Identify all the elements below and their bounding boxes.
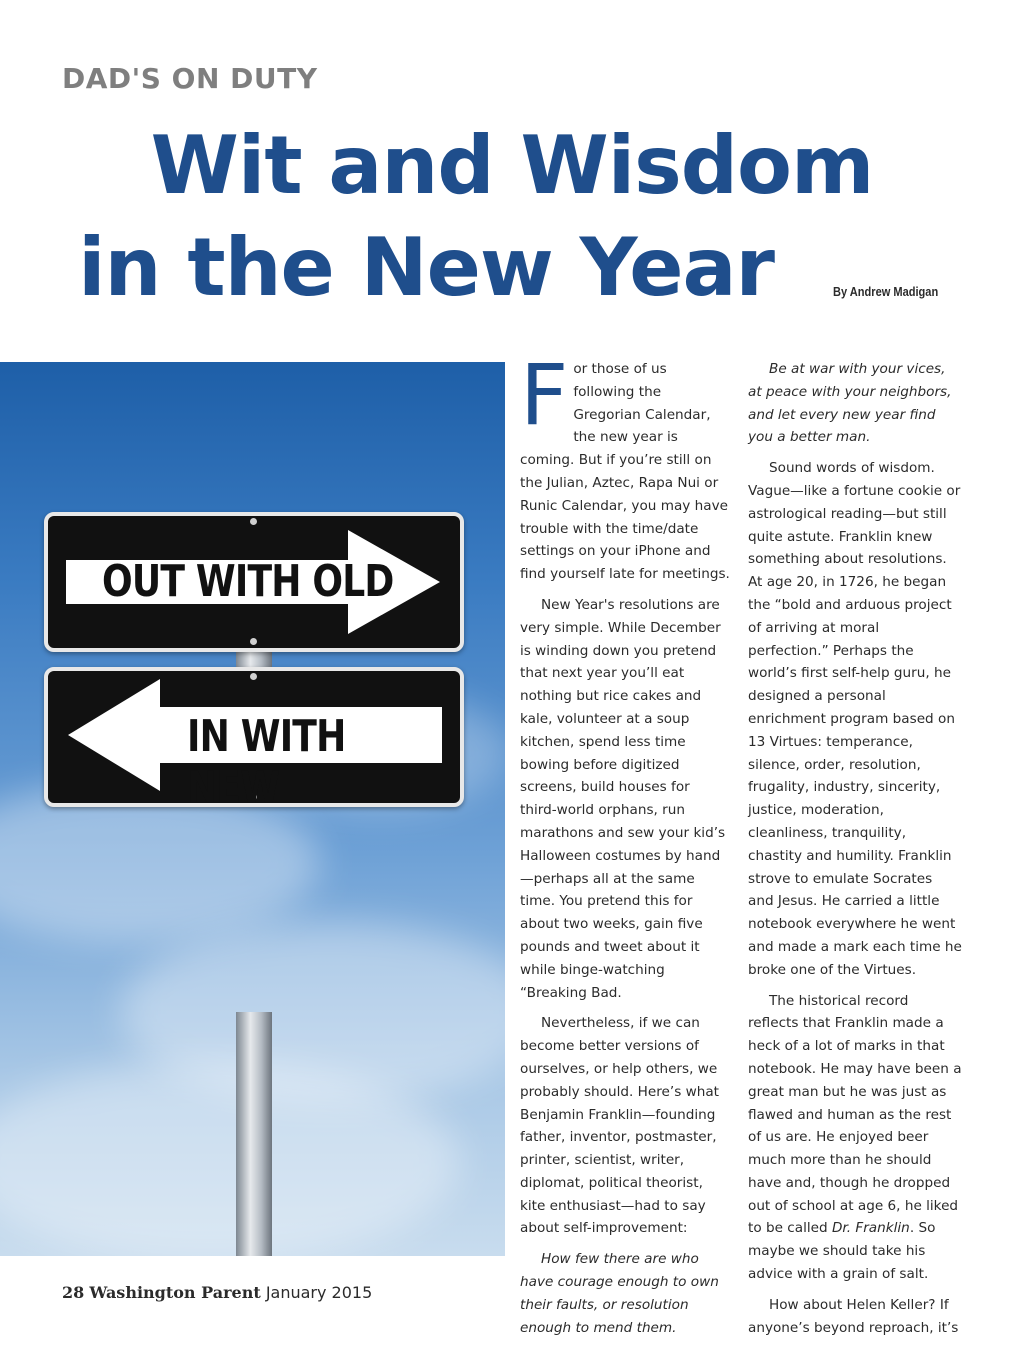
sign-pole [236,1012,272,1256]
issue-date: January 2015 [265,1283,373,1302]
section-label: DAD'S ON DUTY [62,62,318,95]
street-sign-photo [0,362,505,1256]
paragraph: New Year's resolutions are very simple. While December is winding down you pretend that next year you’ll eat nothing but rice cakes and kale, volunteer at a soup kitchen, spend less time bowing before digitized screens, build houses for third-world orphans, run marathons and sew your kid’s Halloween costumes by hand—perhaps all at the same time. You pretend this for about two weeks, gain five pounds and tweet about it while binge-watching “Breaking Bad. [520,596,726,1001]
sign-top-text: OUT WITH OLD [101,556,394,607]
headline-line-2: in the New Year [78,221,774,314]
franklin-quote: How few there are who have courage enough to own their faults, or resolution enough to mend them. [520,1251,719,1336]
publication-name: Washington Parent [89,1283,261,1302]
article-column-2 [748,358,962,1347]
byline: By Andrew Madigan [833,284,939,299]
headline-line-1: Wit and Wisdom [150,119,874,212]
sign-out-with-old [44,512,464,652]
article-column-1 [520,346,730,1347]
page-number: 28 [62,1283,85,1302]
paragraph: How about Helen Keller? If anyone’s beyond reproach, it’s [748,1296,959,1336]
paragraph: Nevertheless, if we can become better versions of ourselves, or help others, we probably should. Here’s what Benjamin Franklin—founding father, inventor, postmaster, printer, scientist, writer, diplomat, political theorist, kite enthusiast—had to say about self-improvement: [520,1015,720,1237]
paragraph: For those of us following the Gregorian Calendar, the new year is coming. But if you’re still on the Julian, Aztec, Rapa Nui or Runic Calendar, you may have trouble with the time/date settings on your iPhone and find yourself late for meetings. [520,346,730,583]
sign-in-with-new [44,667,464,813]
page-footer [62,1283,372,1302]
paragraph: Sound words of wisdom. Vague—like a fortune cookie or astrological reading—but still quite astute. Franklin knew something about resolutions. At age 20, in 1726, he began the “bold and arduous project of arriving at moral perfection.” Perhaps the world’s first self-help guru, he designed a personal enrichment program based on 13 Virtues: temperance, silence, order, resolution, frugality, industry, sincerity, justice, moderation, cleanliness, tranquility, chastity and humility. Franklin strove to emulate Socrates and Jesus. He carried a little notebook everywhere he went and made a mark each time he broke one of the Virtues. [748,460,962,978]
paragraph: The historical record reflects that Franklin made a heck of a lot of marks in that notebook. He may have been a great man but he was just as flawed and human as the rest of us are. He enjoyed beer much more than he should have and, though he dropped out of school at age 6, he liked to be called Dr. Franklin. So maybe we should take his advice with a grain of salt. [748,992,962,1283]
franklin-quote: Be at war with your vices, at peace with your neighbors, and let every new year find you a better man. [748,361,952,446]
sign-bottom-text: IN WITH NEW [187,711,346,813]
drop-cap: F [520,346,569,444]
